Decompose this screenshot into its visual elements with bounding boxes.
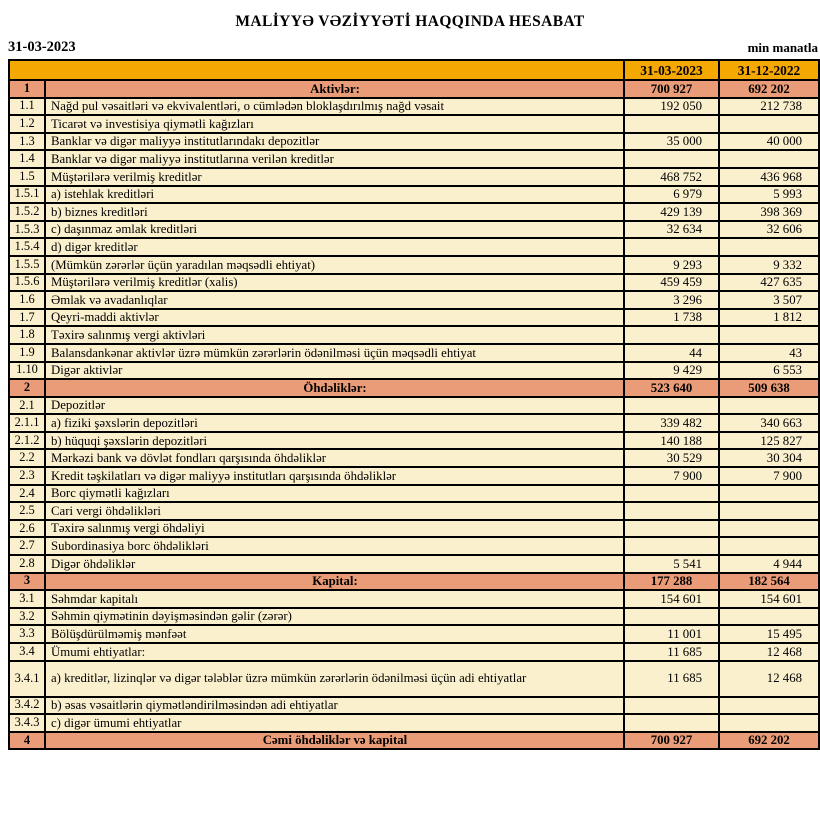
value-current-cell xyxy=(624,608,719,626)
table-row xyxy=(9,414,819,432)
value-prior-cell: 12 468 xyxy=(719,643,819,661)
row-label-cell: Cəmi öhdəliklər və kapital xyxy=(45,732,624,750)
row-number-cell: 3.2 xyxy=(9,608,45,626)
row-number-cell: 1.5 xyxy=(9,168,45,186)
value-prior-cell xyxy=(719,537,819,555)
value-current-cell xyxy=(624,115,719,133)
row-label-cell: Qeyri-maddi aktivlər xyxy=(45,309,624,327)
value-prior-cell xyxy=(719,238,819,256)
row-label-cell: Əmlak və avadanlıqlar xyxy=(45,291,624,309)
section-row xyxy=(9,732,819,750)
row-number-cell: 1.9 xyxy=(9,344,45,362)
row-label-cell: Depozitlər xyxy=(45,397,624,415)
row-label-cell: Mərkəzi bank və dövlət fondları qarşısında öhdəliklər xyxy=(45,449,624,467)
row-label-cell: Balansdankənar aktivlər üzrə mümkün zərərlərin ödənilməsi üçün məqsədli ehtiyat xyxy=(45,344,624,362)
table-row xyxy=(9,256,819,274)
currency-unit-label: min manatla xyxy=(747,40,818,55)
row-number-cell: 1.3 xyxy=(9,133,45,151)
value-prior-cell: 6 553 xyxy=(719,362,819,380)
row-number-cell: 2.3 xyxy=(9,467,45,485)
value-current-cell: 7 900 xyxy=(624,467,719,485)
balance-sheet-table xyxy=(8,59,820,750)
row-label-cell: Müştərilərə verilmiş kreditlər xyxy=(45,168,624,186)
value-current-cell: 700 927 xyxy=(624,732,719,750)
row-number-cell: 3.4.1 xyxy=(9,661,45,697)
row-label-cell: Cari vergi öhdəlikləri xyxy=(45,502,624,520)
value-prior-cell xyxy=(719,608,819,626)
table-row xyxy=(9,625,819,643)
value-prior-cell xyxy=(719,485,819,503)
row-number-cell: 1.1 xyxy=(9,98,45,116)
table-row xyxy=(9,203,819,221)
value-prior-cell: 692 202 xyxy=(719,732,819,750)
table-row xyxy=(9,537,819,555)
value-current-cell: 3 296 xyxy=(624,291,719,309)
row-number-cell: 2.1 xyxy=(9,397,45,415)
row-number-cell: 3 xyxy=(9,573,45,591)
value-prior-cell: 40 000 xyxy=(719,133,819,151)
row-number-cell: 2.5 xyxy=(9,502,45,520)
row-number-cell: 2.7 xyxy=(9,537,45,555)
table-row xyxy=(9,168,819,186)
row-label-cell: Təxirə salınmış vergi aktivləri xyxy=(45,326,624,344)
value-current-cell xyxy=(624,520,719,538)
value-current-cell: 35 000 xyxy=(624,133,719,151)
value-prior-cell xyxy=(719,520,819,538)
table-row xyxy=(9,274,819,292)
row-label-cell: Səhmdar kapitalı xyxy=(45,590,624,608)
value-prior-cell xyxy=(719,326,819,344)
value-prior-cell: 15 495 xyxy=(719,625,819,643)
row-label-cell: d) digər kreditlər xyxy=(45,238,624,256)
value-current-cell: 523 640 xyxy=(624,379,719,397)
column-header-prior-period: 31-12-2022 xyxy=(719,60,819,80)
value-current-cell xyxy=(624,238,719,256)
value-prior-cell: 427 635 xyxy=(719,274,819,292)
value-prior-cell xyxy=(719,502,819,520)
value-prior-cell xyxy=(719,697,819,715)
row-number-cell: 1.5.2 xyxy=(9,203,45,221)
value-current-cell xyxy=(624,397,719,415)
row-number-cell: 3.4.3 xyxy=(9,714,45,732)
row-number-cell: 3.3 xyxy=(9,625,45,643)
value-current-cell: 192 050 xyxy=(624,98,719,116)
value-prior-cell: 7 900 xyxy=(719,467,819,485)
value-current-cell: 140 188 xyxy=(624,432,719,450)
row-label-cell: Digər aktivlər xyxy=(45,362,624,380)
value-prior-cell: 4 944 xyxy=(719,555,819,573)
table-row xyxy=(9,238,819,256)
value-prior-cell: 340 663 xyxy=(719,414,819,432)
table-row xyxy=(9,344,819,362)
value-prior-cell: 182 564 xyxy=(719,573,819,591)
row-number-cell: 1 xyxy=(9,80,45,98)
table-row xyxy=(9,432,819,450)
table-row xyxy=(9,697,819,715)
row-label-cell: Ticarət və investisiya qiymətli kağızları xyxy=(45,115,624,133)
value-current-cell: 459 459 xyxy=(624,274,719,292)
value-prior-cell xyxy=(719,150,819,168)
row-label-cell: c) daşınmaz əmlak kreditləri xyxy=(45,221,624,239)
value-current-cell xyxy=(624,697,719,715)
value-prior-cell: 9 332 xyxy=(719,256,819,274)
section-row xyxy=(9,573,819,591)
table-row xyxy=(9,449,819,467)
value-current-cell: 32 634 xyxy=(624,221,719,239)
row-number-cell: 2.6 xyxy=(9,520,45,538)
value-prior-cell: 125 827 xyxy=(719,432,819,450)
value-prior-cell: 398 369 xyxy=(719,203,819,221)
row-label-cell: b) biznes kreditləri xyxy=(45,203,624,221)
table-row xyxy=(9,150,819,168)
column-header-current-period: 31-03-2023 xyxy=(624,60,719,80)
table-row xyxy=(9,467,819,485)
row-number-cell: 1.6 xyxy=(9,291,45,309)
report-date: 31-03-2023 xyxy=(8,39,76,55)
value-current-cell xyxy=(624,714,719,732)
value-current-cell: 1 738 xyxy=(624,309,719,327)
value-prior-cell: 3 507 xyxy=(719,291,819,309)
value-current-cell: 11 685 xyxy=(624,661,719,697)
row-number-cell: 4 xyxy=(9,732,45,750)
value-current-cell xyxy=(624,502,719,520)
value-current-cell: 11 685 xyxy=(624,643,719,661)
value-current-cell: 30 529 xyxy=(624,449,719,467)
table-row xyxy=(9,714,819,732)
row-number-cell: 1.7 xyxy=(9,309,45,327)
table-row xyxy=(9,362,819,380)
row-number-cell: 3.1 xyxy=(9,590,45,608)
row-number-cell: 2.8 xyxy=(9,555,45,573)
row-label-cell: Nağd pul vəsaitləri və ekvivalentləri, o cümlədən bloklaşdırılmış nağd vəsait xyxy=(45,98,624,116)
row-label-cell: (Mümkün zərərlər üçün yaradılan məqsədli ehtiyat) xyxy=(45,256,624,274)
value-prior-cell: 43 xyxy=(719,344,819,362)
row-number-cell: 1.4 xyxy=(9,150,45,168)
row-label-cell: Digər öhdəliklər xyxy=(45,555,624,573)
table-header xyxy=(9,60,819,80)
value-current-cell: 154 601 xyxy=(624,590,719,608)
row-label-cell: Müştərilərə verilmiş kreditlər (xalis) xyxy=(45,274,624,292)
value-prior-cell: 436 968 xyxy=(719,168,819,186)
row-label-cell: Təxirə salınmış vergi öhdəliyi xyxy=(45,520,624,538)
table-row xyxy=(9,661,819,697)
value-current-cell: 9 429 xyxy=(624,362,719,380)
table-row xyxy=(9,502,819,520)
value-prior-cell: 32 606 xyxy=(719,221,819,239)
value-prior-cell: 1 812 xyxy=(719,309,819,327)
value-current-cell: 5 541 xyxy=(624,555,719,573)
row-label-cell: Kapital: xyxy=(45,573,624,591)
row-number-cell: 1.5.1 xyxy=(9,186,45,204)
value-current-cell xyxy=(624,326,719,344)
table-header-row xyxy=(9,60,819,80)
row-number-cell: 2.1.2 xyxy=(9,432,45,450)
row-label-cell: Səhmin qiymətinin dəyişməsindən gəlir (zərər) xyxy=(45,608,624,626)
row-label-cell: a) fiziki şəxslərin depozitləri xyxy=(45,414,624,432)
row-label-cell: b) əsas vəsaitlərin qiymətləndirilməsindən adi ehtiyatlar xyxy=(45,697,624,715)
value-prior-cell: 154 601 xyxy=(719,590,819,608)
row-label-cell: Borc qiymətli kağızları xyxy=(45,485,624,503)
value-prior-cell xyxy=(719,714,819,732)
value-current-cell: 44 xyxy=(624,344,719,362)
row-number-cell: 1.5.4 xyxy=(9,238,45,256)
table-row xyxy=(9,133,819,151)
row-number-cell: 1.10 xyxy=(9,362,45,380)
table-row xyxy=(9,309,819,327)
value-current-cell: 429 139 xyxy=(624,203,719,221)
table-row xyxy=(9,326,819,344)
row-number-cell: 1.5.6 xyxy=(9,274,45,292)
table-row xyxy=(9,520,819,538)
row-label-cell: Subordinasiya borc öhdəlikləri xyxy=(45,537,624,555)
table-row xyxy=(9,115,819,133)
row-number-cell: 2 xyxy=(9,379,45,397)
row-label-cell: Öhdəliklər: xyxy=(45,379,624,397)
section-row xyxy=(9,379,819,397)
table-row xyxy=(9,291,819,309)
row-number-cell: 2.1.1 xyxy=(9,414,45,432)
value-current-cell: 468 752 xyxy=(624,168,719,186)
value-current-cell: 6 979 xyxy=(624,186,719,204)
value-current-cell: 339 482 xyxy=(624,414,719,432)
table-row xyxy=(9,221,819,239)
row-label-cell: Banklar və digər maliyyə institutlarındakı depozitlər xyxy=(45,133,624,151)
row-label-cell: Ümumi ehtiyatlar: xyxy=(45,643,624,661)
row-number-cell: 1.5.5 xyxy=(9,256,45,274)
value-prior-cell: 212 738 xyxy=(719,98,819,116)
value-prior-cell: 30 304 xyxy=(719,449,819,467)
section-row xyxy=(9,80,819,98)
row-label-cell: a) kreditlər, lizinqlər və digər tələblər üzrə mümkün zərərlərin ödənilməsi üçün adi ehtiyatlar xyxy=(45,661,624,697)
value-prior-cell: 692 202 xyxy=(719,80,819,98)
row-number-cell: 2.2 xyxy=(9,449,45,467)
value-prior-cell xyxy=(719,115,819,133)
value-prior-cell xyxy=(719,397,819,415)
row-number-cell: 3.4.2 xyxy=(9,697,45,715)
row-number-cell: 3.4 xyxy=(9,643,45,661)
row-label-cell: Aktivlər: xyxy=(45,80,624,98)
value-prior-cell: 5 993 xyxy=(719,186,819,204)
table-row xyxy=(9,643,819,661)
table-row xyxy=(9,485,819,503)
row-label-cell: Kredit təşkilatları və digər maliyyə institutları qarşısında öhdəliklər xyxy=(45,467,624,485)
value-current-cell xyxy=(624,537,719,555)
table-body xyxy=(9,80,819,749)
row-number-cell: 1.5.3 xyxy=(9,221,45,239)
row-number-cell: 1.2 xyxy=(9,115,45,133)
table-row xyxy=(9,555,819,573)
row-number-cell: 2.4 xyxy=(9,485,45,503)
row-label-cell: a) istehlak kreditləri xyxy=(45,186,624,204)
value-current-cell xyxy=(624,150,719,168)
table-row xyxy=(9,98,819,116)
table-row xyxy=(9,186,819,204)
value-prior-cell: 12 468 xyxy=(719,661,819,697)
value-prior-cell: 509 638 xyxy=(719,379,819,397)
value-current-cell: 11 001 xyxy=(624,625,719,643)
page-title: MALİYYƏ VƏZİYYƏTİ HAQQINDA HESABAT xyxy=(235,13,585,30)
row-label-cell: Banklar və digər maliyyə institutlarına verilən kreditlər xyxy=(45,150,624,168)
table-row xyxy=(9,397,819,415)
subheader xyxy=(8,39,818,56)
row-label-cell: c) digər ümumi ehtiyatlar xyxy=(45,714,624,732)
value-current-cell: 700 927 xyxy=(624,80,719,98)
table-row xyxy=(9,608,819,626)
value-current-cell: 177 288 xyxy=(624,573,719,591)
value-current-cell xyxy=(624,485,719,503)
row-label-cell: b) hüquqi şəxslərin depozitləri xyxy=(45,432,624,450)
header-empty-cell xyxy=(9,60,624,80)
row-number-cell: 1.8 xyxy=(9,326,45,344)
row-label-cell: Bölüşdürülməmiş mənfəət xyxy=(45,625,624,643)
table-row xyxy=(9,590,819,608)
value-current-cell: 9 293 xyxy=(624,256,719,274)
